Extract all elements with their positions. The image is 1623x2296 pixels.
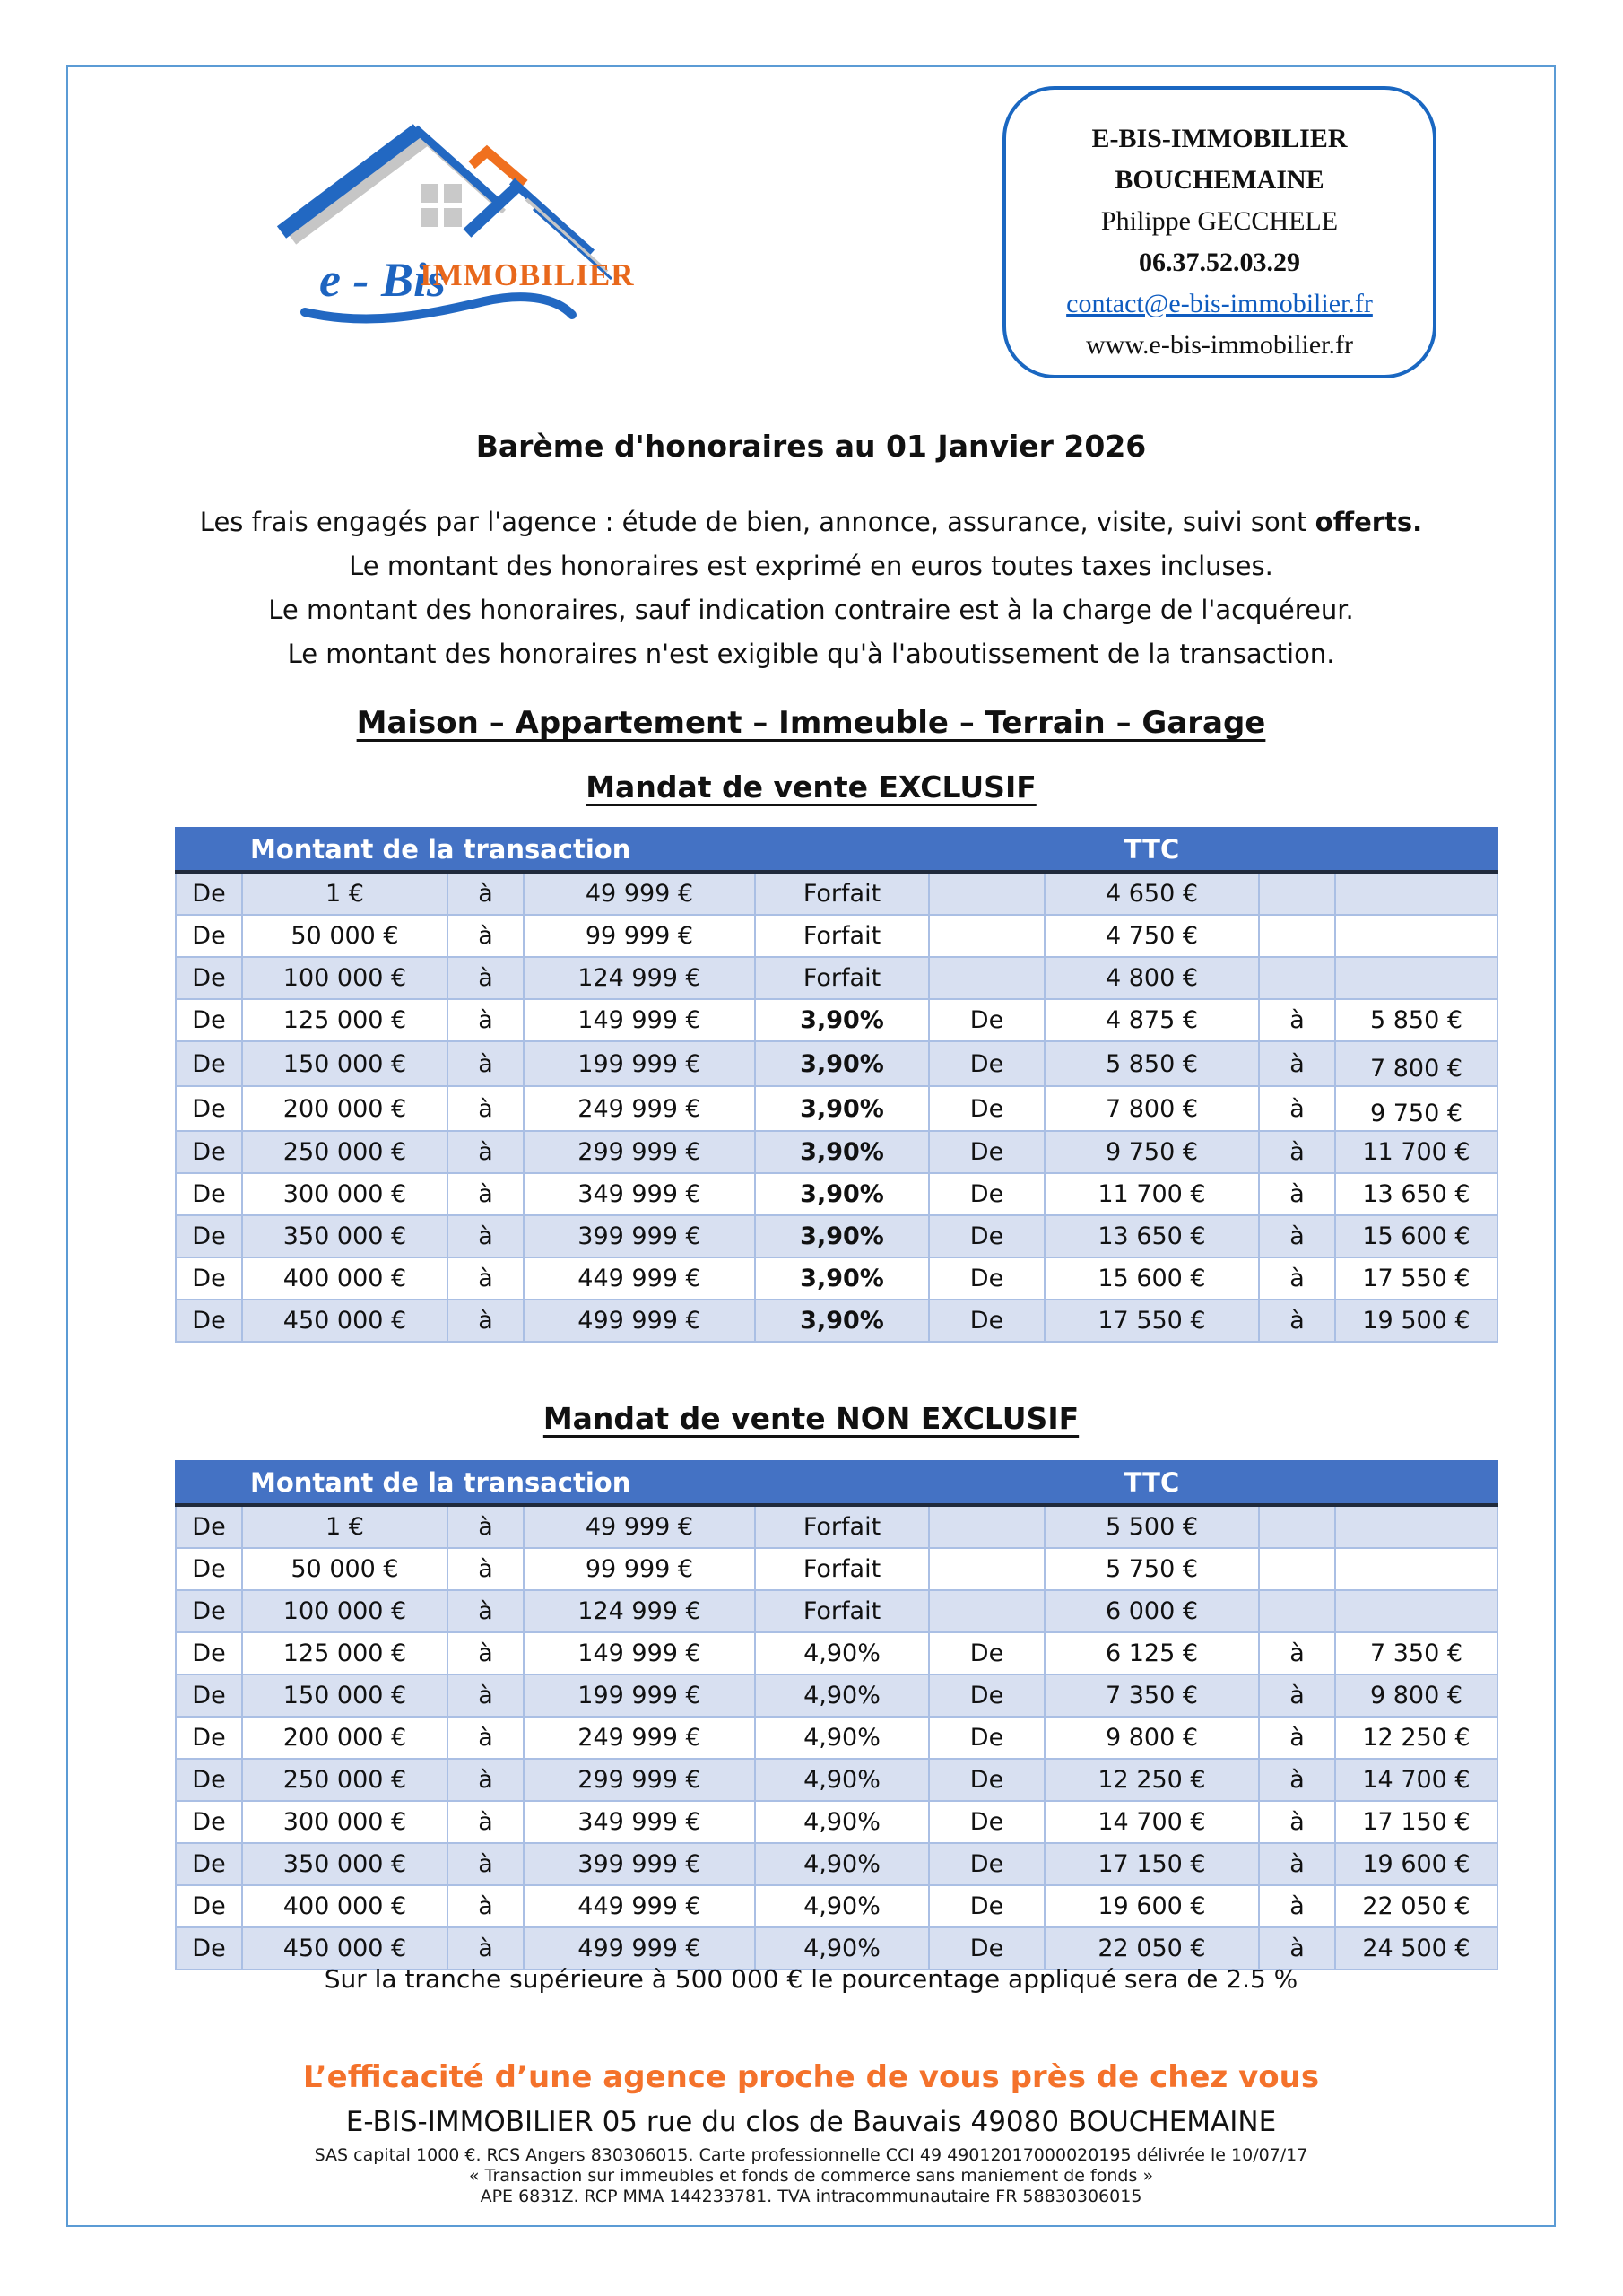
table-cell	[929, 957, 1045, 999]
table-cell: Forfait	[755, 1590, 929, 1632]
table-cell: De	[176, 1505, 242, 1548]
table-cell: 449 999 €	[524, 1257, 755, 1300]
table-row	[176, 1590, 1497, 1632]
table-cell: à	[447, 1086, 524, 1131]
table-header-row	[176, 828, 1497, 872]
table-cell: De	[929, 1086, 1045, 1131]
table-cell: De	[176, 999, 242, 1041]
table-cell: 4,90%	[755, 1801, 929, 1843]
table-cell: De	[929, 1173, 1045, 1215]
table-cell: 125 000 €	[242, 999, 447, 1041]
table-cell: 350 000 €	[242, 1215, 447, 1257]
table-cell: 3,90%	[755, 1041, 929, 1086]
header-spacer	[176, 828, 242, 872]
table-cell: De	[176, 915, 242, 957]
table-cell: 100 000 €	[242, 1590, 447, 1632]
table-cell: 15 600 €	[1335, 1215, 1497, 1257]
table-cell: 14 700 €	[1335, 1759, 1497, 1801]
table-cell: 12 250 €	[1335, 1717, 1497, 1759]
table-cell: 5 500 €	[1045, 1505, 1259, 1548]
exclusif-heading: Mandat de vente EXCLUSIF	[586, 770, 1037, 804]
table-cell: De	[176, 872, 242, 915]
table-row	[176, 915, 1497, 957]
table-cell: 249 999 €	[524, 1717, 755, 1759]
legal-smallprint	[66, 2145, 1556, 2207]
table-cell: De	[929, 1632, 1045, 1674]
table-cell: De	[176, 1927, 242, 1970]
legal-line-1: SAS capital 1000 €. RCS Angers 830306015. Carte professionnelle CCI 49 49012017000020195 délivrée le 10/07/17	[314, 2145, 1308, 2165]
table-cell: 19 600 €	[1045, 1885, 1259, 1927]
table-cell: De	[929, 1759, 1045, 1801]
table-cell: 4,90%	[755, 1717, 929, 1759]
table-cell: à	[1259, 1300, 1335, 1342]
table-cell: 9 800 €	[1335, 1674, 1497, 1717]
table-cell	[1335, 915, 1497, 957]
table-cell: 5 750 €	[1045, 1548, 1259, 1590]
table-cell: à	[447, 957, 524, 999]
table-cell: 14 700 €	[1045, 1801, 1259, 1843]
table-cell	[1259, 1505, 1335, 1548]
table-cell: à	[1259, 1843, 1335, 1885]
table-cell: De	[929, 1257, 1045, 1300]
header-ttc: TTC	[1045, 1461, 1259, 1505]
table-cell	[1259, 1590, 1335, 1632]
table-cell: 5 850 €	[1335, 999, 1497, 1041]
table-cell: 6 125 €	[1045, 1632, 1259, 1674]
table-cell: De	[176, 1843, 242, 1885]
table-cell: 3,90%	[755, 1086, 929, 1131]
agency-tagline: L’efficacité d’une agence proche de vous près de chez vous	[302, 2059, 1320, 2095]
table-cell: 3,90%	[755, 1300, 929, 1342]
table-row	[176, 1674, 1497, 1717]
table-cell: 200 000 €	[242, 1086, 447, 1131]
table-cell: 19 500 €	[1335, 1300, 1497, 1342]
table-cell: 499 999 €	[524, 1927, 755, 1970]
table-cell: 300 000 €	[242, 1801, 447, 1843]
table-cell: 3,90%	[755, 1131, 929, 1173]
table-cell: 7 800 €	[1335, 1041, 1497, 1086]
table-cell: 1 €	[242, 1505, 447, 1548]
table-cell: 299 999 €	[524, 1131, 755, 1173]
table-cell: 99 999 €	[524, 1548, 755, 1590]
table-cell: De	[929, 1041, 1045, 1086]
table-cell: De	[176, 1674, 242, 1717]
intro-line-1: Les frais engagés par l'agence : étude de bien, annonce, assurance, visite, suivi sont offerts.	[199, 507, 1423, 537]
fees-table-exclusif	[175, 827, 1498, 1343]
table-cell: De	[929, 1300, 1045, 1342]
page-title: Barème d'honoraires au 01 Janvier 2026	[475, 429, 1147, 464]
table-cell: De	[176, 1257, 242, 1300]
table-row	[176, 1548, 1497, 1590]
intro-paragraph	[66, 500, 1556, 676]
table-cell: De	[176, 1759, 242, 1801]
table-cell: De	[176, 1215, 242, 1257]
table-cell: à	[447, 999, 524, 1041]
table-cell: Forfait	[755, 915, 929, 957]
table-row	[176, 1843, 1497, 1885]
intro-line-4: Le montant des honoraires n'est exigible qu'à l'aboutissement de la transaction.	[287, 639, 1335, 669]
table-cell: à	[447, 1759, 524, 1801]
table-cell: 49 999 €	[524, 1505, 755, 1548]
table-row	[176, 1801, 1497, 1843]
table-cell: 3,90%	[755, 999, 929, 1041]
table-cell: 400 000 €	[242, 1257, 447, 1300]
table-cell: à	[447, 1632, 524, 1674]
logo-script-text: e - Bis	[319, 253, 446, 307]
table-cell: Forfait	[755, 957, 929, 999]
table-cell	[929, 1590, 1045, 1632]
table-cell: à	[1259, 1632, 1335, 1674]
table-cell: De	[176, 1173, 242, 1215]
table-cell: De	[929, 1674, 1045, 1717]
table-cell: 7 800 €	[1045, 1086, 1259, 1131]
table-row	[176, 1759, 1497, 1801]
table-row	[176, 999, 1497, 1041]
table-cell: De	[929, 1885, 1045, 1927]
contact-city: BOUCHEMAINE	[1115, 165, 1324, 195]
table-row	[176, 1717, 1497, 1759]
table-cell: 300 000 €	[242, 1173, 447, 1215]
window-icon	[421, 184, 462, 227]
table-cell: 50 000 €	[242, 915, 447, 957]
table-row	[176, 872, 1497, 915]
intro-line-2: Le montant des honoraires est exprimé en euros toutes taxes incluses.	[349, 551, 1273, 581]
non-exclusif-heading: Mandat de vente NON EXCLUSIF	[542, 1401, 1080, 1436]
table-cell: 4,90%	[755, 1759, 929, 1801]
table-cell: à	[1259, 1801, 1335, 1843]
table-cell	[1259, 872, 1335, 915]
table-cell: 499 999 €	[524, 1300, 755, 1342]
table-cell: De	[176, 1632, 242, 1674]
table-cell: 9 800 €	[1045, 1717, 1259, 1759]
table-cell: à	[447, 1131, 524, 1173]
table-cell: à	[1259, 1759, 1335, 1801]
table-cell: Forfait	[755, 1548, 929, 1590]
table-cell	[1335, 1590, 1497, 1632]
table-cell: 9 750 €	[1045, 1131, 1259, 1173]
table-cell: 3,90%	[755, 1257, 929, 1300]
table-cell: 400 000 €	[242, 1885, 447, 1927]
table-cell: 9 750 €	[1335, 1086, 1497, 1131]
table-cell: à	[447, 1548, 524, 1590]
logo-word-text: IMMOBILIER	[420, 257, 635, 292]
table-cell: De	[176, 1041, 242, 1086]
table-row	[176, 1300, 1497, 1342]
table-cell: 4 750 €	[1045, 915, 1259, 957]
table-cell: 450 000 €	[242, 1927, 447, 1970]
table-cell: à	[447, 1505, 524, 1548]
table-cell: De	[929, 1717, 1045, 1759]
table-cell: à	[1259, 1131, 1335, 1173]
table-row	[176, 1131, 1497, 1173]
table-cell	[1335, 1548, 1497, 1590]
table-cell	[1259, 915, 1335, 957]
table-row	[176, 1927, 1497, 1970]
table-cell: 17 150 €	[1045, 1843, 1259, 1885]
table-cell: 349 999 €	[524, 1801, 755, 1843]
table-cell	[1335, 1505, 1497, 1548]
contact-email-link[interactable]: contact@e-bis-immobilier.fr	[1066, 289, 1373, 318]
table-cell: à	[1259, 1173, 1335, 1215]
table-cell: 299 999 €	[524, 1759, 755, 1801]
table-header-row	[176, 1461, 1497, 1505]
table-cell: 100 000 €	[242, 957, 447, 999]
roof-second-right	[512, 181, 592, 253]
table-cell	[929, 915, 1045, 957]
header-spacer	[1259, 1461, 1497, 1505]
table-cell: 150 000 €	[242, 1674, 447, 1717]
table-cell: 349 999 €	[524, 1173, 755, 1215]
table-cell: 7 350 €	[1045, 1674, 1259, 1717]
table-cell: 5 850 €	[1045, 1041, 1259, 1086]
upper-bracket-note: Sur la tranche supérieure à 500 000 € le pourcentage appliqué sera de 2.5 %	[324, 1964, 1298, 1994]
table-cell	[929, 872, 1045, 915]
table-cell: 350 000 €	[242, 1843, 447, 1885]
table-cell: 124 999 €	[524, 1590, 755, 1632]
table-cell: 22 050 €	[1335, 1885, 1497, 1927]
header-montant: Montant de la transaction	[242, 828, 929, 872]
table-cell	[1335, 872, 1497, 915]
header-ttc: TTC	[1045, 828, 1259, 872]
header-spacer	[176, 1461, 242, 1505]
table-cell: à	[447, 1590, 524, 1632]
table-cell: à	[1259, 1215, 1335, 1257]
table-cell: 249 999 €	[524, 1086, 755, 1131]
table-cell: 150 000 €	[242, 1041, 447, 1086]
table-row	[176, 1505, 1497, 1548]
table-row	[176, 1215, 1497, 1257]
contact-company: E-BIS-IMMOBILIER	[1091, 124, 1348, 153]
table-cell: 200 000 €	[242, 1717, 447, 1759]
contact-person: Philippe GECCHELE	[1100, 206, 1339, 236]
table-row	[176, 1885, 1497, 1927]
table-cell: 4 650 €	[1045, 872, 1259, 915]
legal-line-3: APE 6831Z. RCP MMA 144233781. TVA intracommunautaire FR 58830306015	[480, 2187, 1142, 2206]
roof-shadow-left	[292, 138, 428, 239]
table-cell: De	[176, 1131, 242, 1173]
table-cell: 124 999 €	[524, 957, 755, 999]
table-cell: à	[1259, 999, 1335, 1041]
table-cell: De	[176, 1300, 242, 1342]
table-cell	[1335, 957, 1497, 999]
table-cell: à	[447, 1885, 524, 1927]
table-cell: De	[176, 1086, 242, 1131]
table-cell: De	[176, 1885, 242, 1927]
table-cell: 399 999 €	[524, 1215, 755, 1257]
table-cell: à	[447, 1215, 524, 1257]
table-cell	[929, 1505, 1045, 1548]
contact-card	[1002, 86, 1436, 378]
table-cell: à	[447, 1927, 524, 1970]
table-cell: 22 050 €	[1045, 1927, 1259, 1970]
table-cell: 17 550 €	[1335, 1257, 1497, 1300]
table-cell: 449 999 €	[524, 1885, 755, 1927]
table-cell: à	[1259, 1257, 1335, 1300]
table-cell: 99 999 €	[524, 915, 755, 957]
intro-line-3: Le montant des honoraires, sauf indication contraire est à la charge de l'acquéreur.	[268, 595, 1354, 625]
table-cell: 50 000 €	[242, 1548, 447, 1590]
table-cell: 399 999 €	[524, 1843, 755, 1885]
table-cell: 250 000 €	[242, 1131, 447, 1173]
table-cell: De	[176, 957, 242, 999]
table-cell: De	[176, 1717, 242, 1759]
table-cell: à	[447, 1674, 524, 1717]
table-cell: à	[447, 1801, 524, 1843]
table-cell: De	[929, 1927, 1045, 1970]
table-cell: à	[1259, 1717, 1335, 1759]
table-cell: Forfait	[755, 872, 929, 915]
table-cell: 17 150 €	[1335, 1801, 1497, 1843]
table-cell: 199 999 €	[524, 1674, 755, 1717]
legal-line-2: « Transaction sur immeubles et fonds de commerce sans maniement de fonds »	[468, 2166, 1154, 2186]
table-cell: 1 €	[242, 872, 447, 915]
table-cell: 3,90%	[755, 1173, 929, 1215]
header-spacer	[1259, 828, 1497, 872]
table-cell: 4 875 €	[1045, 999, 1259, 1041]
agency-logo	[206, 90, 637, 350]
table-cell: à	[447, 915, 524, 957]
table-cell: De	[929, 1215, 1045, 1257]
table-row	[176, 1041, 1497, 1086]
table-cell: 3,90%	[755, 1215, 929, 1257]
table-cell: 11 700 €	[1335, 1131, 1497, 1173]
table-cell: à	[1259, 1041, 1335, 1086]
table-cell: 6 000 €	[1045, 1590, 1259, 1632]
table-cell: à	[1259, 1885, 1335, 1927]
table-cell: De	[176, 1548, 242, 1590]
agency-address: E-BIS-IMMOBILIER 05 rue du clos de Bauvais 49080 BOUCHEMAINE	[345, 2106, 1277, 2138]
table-cell: 199 999 €	[524, 1041, 755, 1086]
table-cell: 19 600 €	[1335, 1843, 1497, 1885]
table-row	[176, 1086, 1497, 1131]
table-cell: 4,90%	[755, 1674, 929, 1717]
table-cell: De	[929, 1131, 1045, 1173]
intro-offerts-bold: offerts.	[1315, 507, 1423, 537]
table-cell: à	[447, 872, 524, 915]
table-cell: Forfait	[755, 1505, 929, 1548]
header-spacer	[929, 1461, 1045, 1505]
table-cell: 13 650 €	[1045, 1215, 1259, 1257]
table-cell: 149 999 €	[524, 1632, 755, 1674]
header-montant: Montant de la transaction	[242, 1461, 929, 1505]
table-cell: 49 999 €	[524, 872, 755, 915]
table-row	[176, 1257, 1497, 1300]
table-cell: 7 350 €	[1335, 1632, 1497, 1674]
table-cell: à	[447, 1843, 524, 1885]
table-cell: De	[929, 999, 1045, 1041]
fees-table-non-exclusif	[175, 1460, 1498, 1970]
roof-main-left	[282, 130, 418, 232]
table-cell: 450 000 €	[242, 1300, 447, 1342]
table-cell: à	[447, 1300, 524, 1342]
table-cell: 12 250 €	[1045, 1759, 1259, 1801]
table-cell	[1259, 957, 1335, 999]
table-cell: à	[1259, 1927, 1335, 1970]
table-cell: 4,90%	[755, 1632, 929, 1674]
table-cell: 149 999 €	[524, 999, 755, 1041]
table-row	[176, 1632, 1497, 1674]
table-cell: à	[447, 1257, 524, 1300]
table-row	[176, 1173, 1497, 1215]
table-cell: 4,90%	[755, 1927, 929, 1970]
property-types-heading: Maison – Appartement – Immeuble – Terrain – Garage	[356, 705, 1266, 741]
contact-website: www.e-bis-immobilier.fr	[1086, 330, 1353, 360]
table-cell: à	[1259, 1086, 1335, 1131]
contact-phone: 06.37.52.03.29	[1139, 248, 1300, 277]
table-cell: 125 000 €	[242, 1632, 447, 1674]
table-cell: à	[447, 1173, 524, 1215]
table-cell: 11 700 €	[1045, 1173, 1259, 1215]
table-cell	[929, 1548, 1045, 1590]
table-cell: De	[176, 1590, 242, 1632]
table-cell: à	[447, 1717, 524, 1759]
table-cell: 24 500 €	[1335, 1927, 1497, 1970]
table-cell: 15 600 €	[1045, 1257, 1259, 1300]
table-row	[176, 957, 1497, 999]
table-cell: De	[176, 1801, 242, 1843]
table-cell: De	[929, 1801, 1045, 1843]
table-cell: à	[447, 1041, 524, 1086]
table-cell: 4,90%	[755, 1885, 929, 1927]
table-cell: 13 650 €	[1335, 1173, 1497, 1215]
roof-orange-accent	[472, 152, 525, 184]
header-spacer	[929, 828, 1045, 872]
table-cell	[1259, 1548, 1335, 1590]
table-cell: 250 000 €	[242, 1759, 447, 1801]
table-cell: 4,90%	[755, 1843, 929, 1885]
table-cell: 17 550 €	[1045, 1300, 1259, 1342]
table-cell: De	[929, 1843, 1045, 1885]
table-cell: à	[1259, 1674, 1335, 1717]
table-cell: 4 800 €	[1045, 957, 1259, 999]
